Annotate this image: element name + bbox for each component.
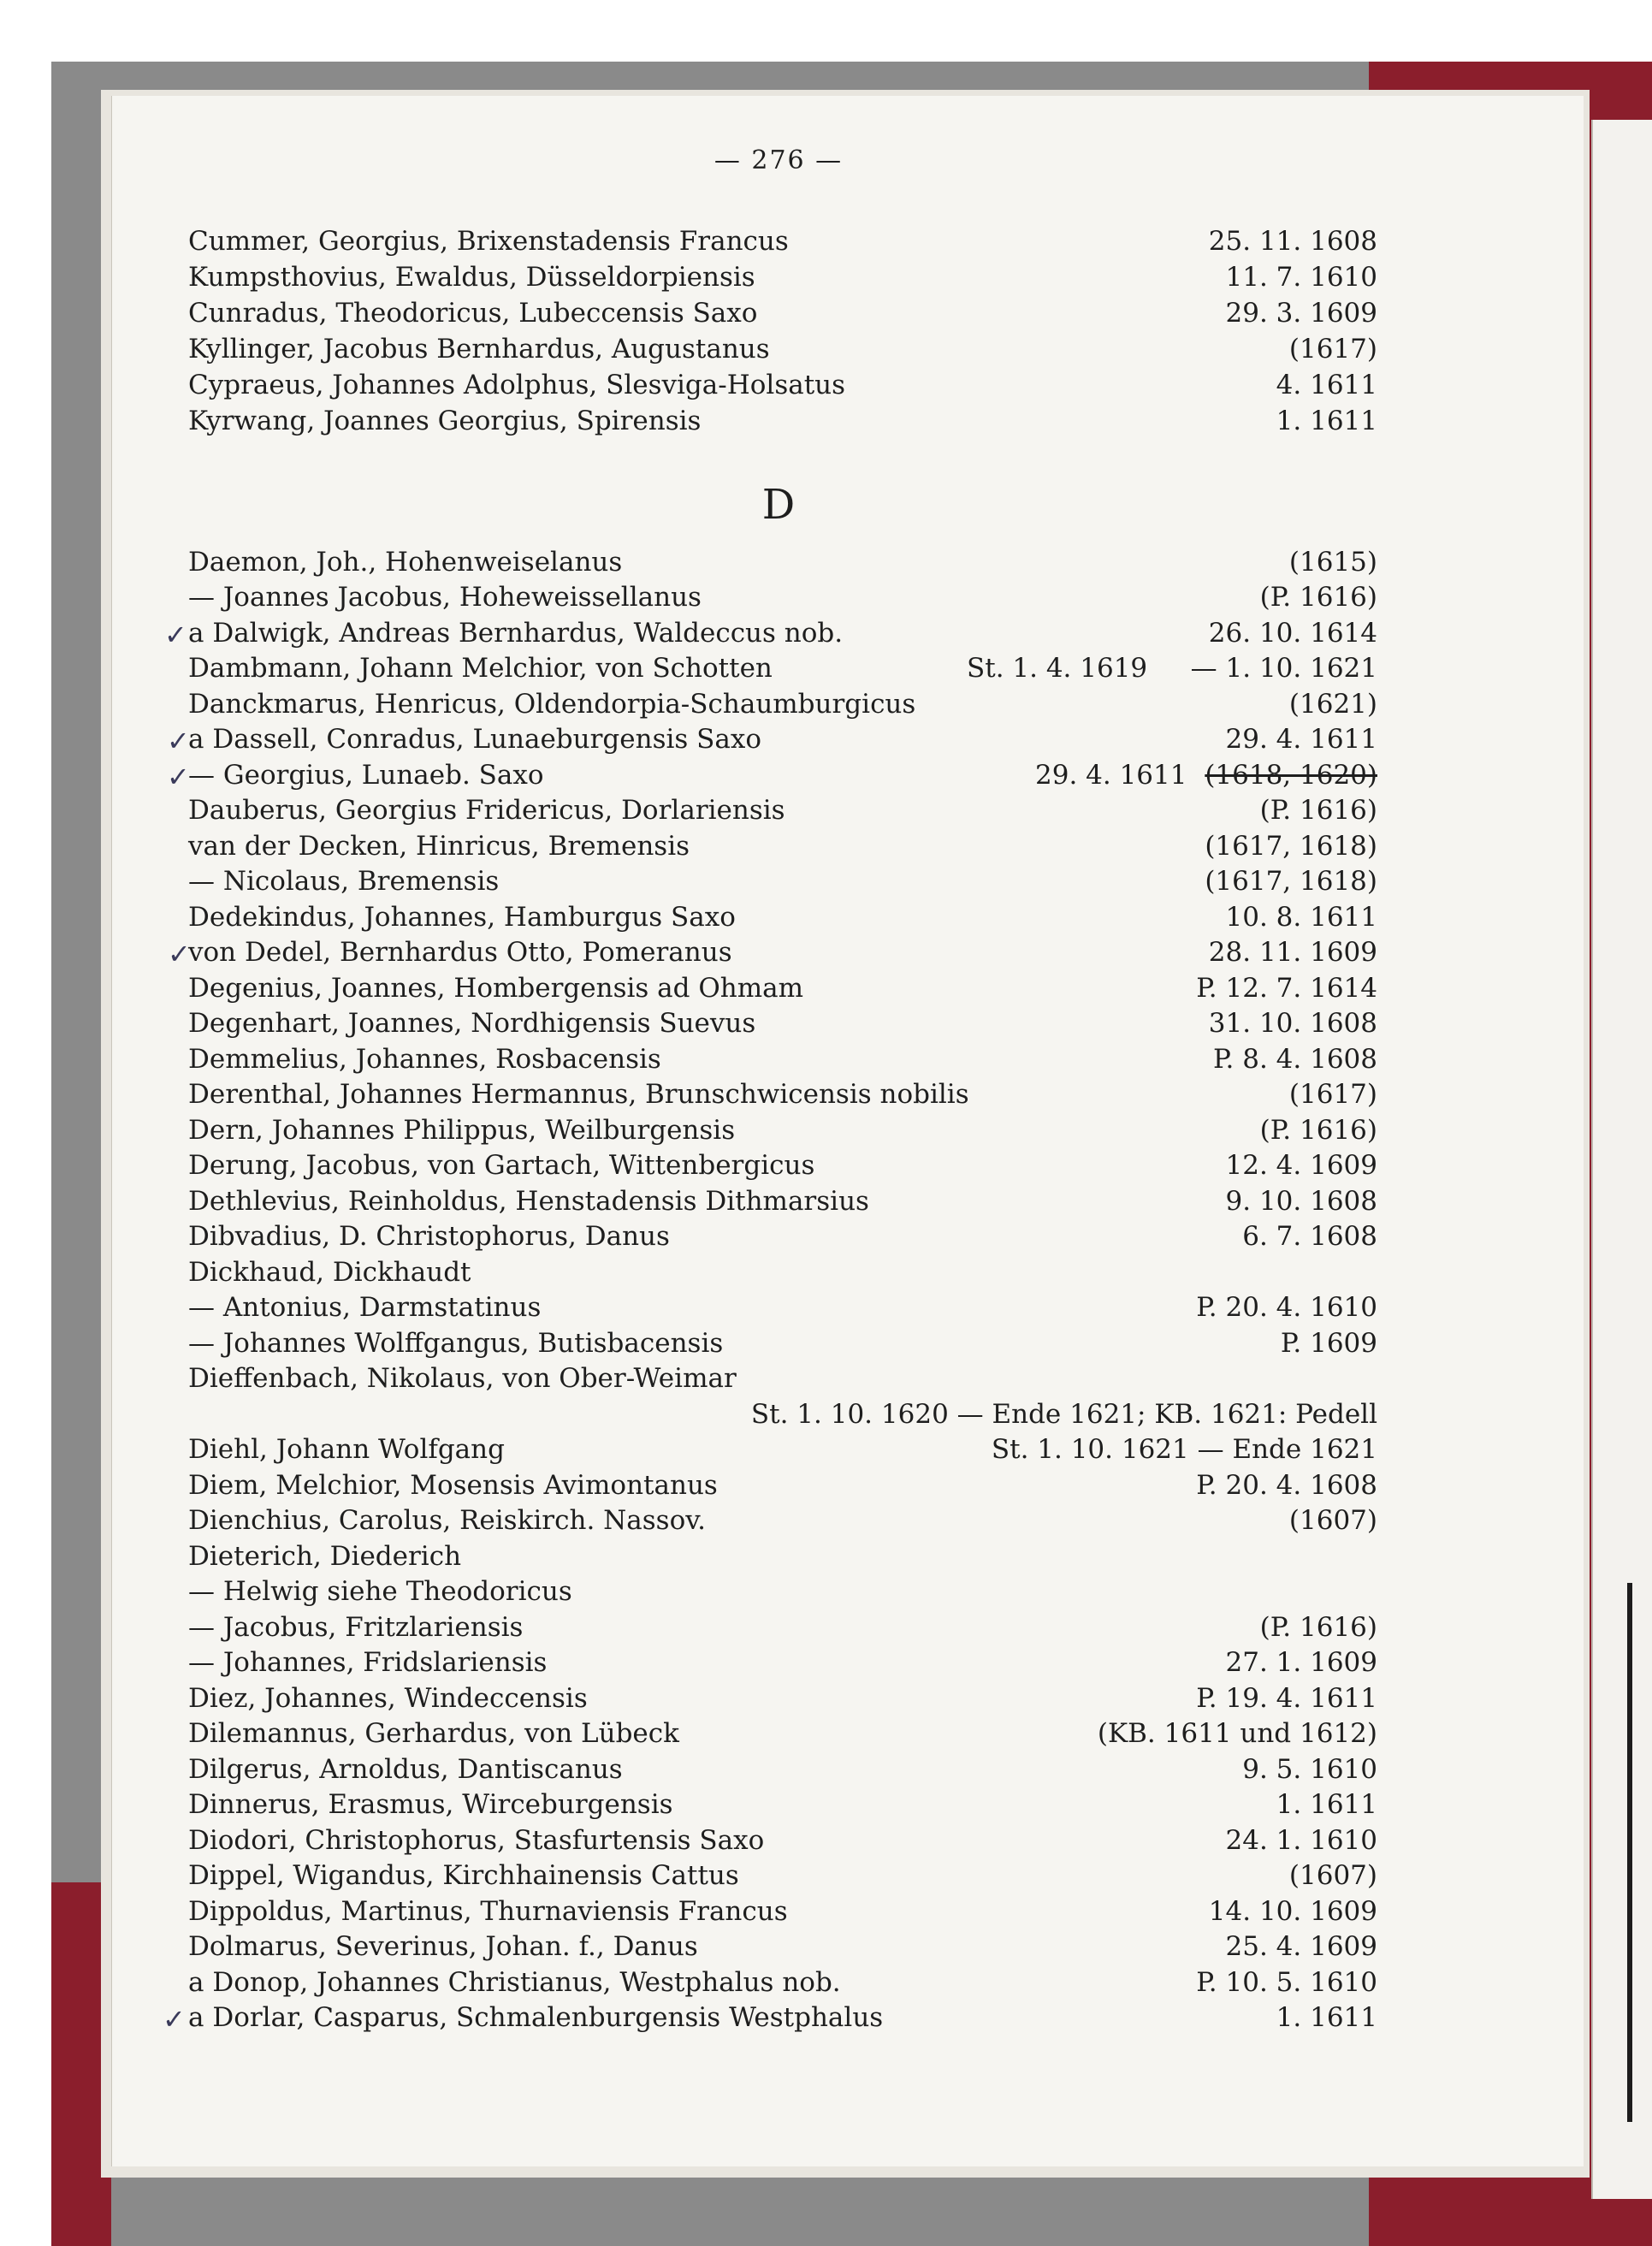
- entry-row: [188, 1858, 1386, 1893]
- entry-row: [188, 296, 1386, 331]
- entry-name: Demmelius, Johannes, Rosbacensis: [188, 1044, 661, 1075]
- entry-date: 26. 10. 1614: [1208, 618, 1377, 649]
- entry-date: P. 1609: [1280, 1328, 1377, 1359]
- entry-date: St. 1. 10. 1620 — Ende 1621; KB. 1621: Pedell: [750, 1399, 1377, 1430]
- entry-name: Diem, Melchior, Mosensis Avimontanus: [188, 1470, 718, 1501]
- entry-extra: 29. 4. 1611: [1035, 760, 1187, 791]
- entry-date: (1607): [1288, 1860, 1377, 1891]
- entry-row: [188, 687, 1386, 722]
- entry-date: 29. 3. 1609: [1225, 298, 1377, 329]
- entry-date: (1617): [1288, 334, 1377, 364]
- entry-name: Dilemannus, Gerhardus, von Lübeck: [188, 1718, 679, 1749]
- entry-row: [188, 1077, 1386, 1112]
- entry-date: (1615): [1288, 547, 1377, 578]
- entry-name: Dickhaud, Dickhaudt: [188, 1257, 471, 1288]
- entry-name: Dedekindus, Johannes, Hamburgus Saxo: [188, 902, 736, 933]
- entry-name: Diodori, Christophorus, Stasfurtensis Saxo: [188, 1825, 765, 1856]
- entry-date: 27. 1. 1609: [1225, 1647, 1377, 1678]
- entry-name: von Dedel, Bernhardus Otto, Pomeranus: [188, 937, 732, 968]
- entry-name: Dieterich, Diederich: [188, 1541, 462, 1572]
- entry-name: Dolmarus, Severinus, Johan. f., Danus: [188, 1931, 698, 1962]
- entry-date: 10. 8. 1611: [1225, 902, 1377, 933]
- entry-name: Dauberus, Georgius Fridericus, Dorlariensis: [188, 795, 785, 826]
- entry-name: Cummer, Georgius, Brixenstadensis Francus: [188, 226, 789, 257]
- entry-row: [188, 1326, 1386, 1361]
- entry-name: a Dorlar, Casparus, Schmalenburgensis Westphalus: [188, 2002, 884, 2033]
- page-number: — 276 —: [713, 145, 844, 175]
- entry-name: van der Decken, Hinricus, Bremensis: [188, 831, 690, 862]
- entry-row: [188, 1397, 1386, 1432]
- entry-row: [188, 1148, 1386, 1183]
- entry-row: [188, 1823, 1386, 1858]
- handwritten-check-mark: ✓: [167, 725, 190, 757]
- entry-name: Dibvadius, D. Christophorus, Danus: [188, 1221, 670, 1252]
- entry-name: a Donop, Johannes Christianus, Westphalus nob.: [188, 1967, 841, 1998]
- entry-row: [188, 332, 1386, 367]
- entry-row: [188, 1361, 1386, 1396]
- entry-row: [188, 224, 1386, 259]
- entry-date: — 1. 10. 1621: [1190, 653, 1377, 684]
- entry-extra: St. 1. 4. 1619: [967, 653, 1148, 684]
- entry-date: 9. 5. 1610: [1242, 1754, 1377, 1785]
- entry-row: [188, 651, 1386, 686]
- entry-name: Diehl, Johann Wolfgang: [188, 1434, 505, 1465]
- entry-date: (1617): [1288, 1079, 1377, 1110]
- entry-name: — Johannes Wolffgangus, Butisbacensis: [188, 1328, 724, 1359]
- entry-date: (P. 1616): [1259, 582, 1377, 613]
- entry-row: [188, 1574, 1386, 1609]
- entry-row: [188, 1645, 1386, 1680]
- entry-row: [188, 616, 1386, 651]
- entry-name: Dippoldus, Martinus, Thurnaviensis Francus: [188, 1896, 788, 1927]
- entry-name: — Antonius, Darmstatinus: [188, 1292, 542, 1323]
- entry-row: [188, 404, 1386, 439]
- entry-row: [188, 545, 1386, 580]
- entry-name: Cunradus, Theodoricus, Lubeccensis Saxo: [188, 298, 758, 329]
- entry-row: [188, 1219, 1386, 1254]
- entry-name: — Jacobus, Fritzlariensis: [188, 1612, 524, 1643]
- entry-date: (1617, 1618): [1205, 831, 1377, 862]
- entry-date: (KB. 1611 und 1612): [1097, 1718, 1377, 1749]
- entry-name: — Georgius, Lunaeb. Saxo: [188, 760, 544, 791]
- entry-row: [188, 1184, 1386, 1219]
- entry-name: — Helwig siehe Theodoricus: [188, 1576, 572, 1607]
- entry-row: [188, 722, 1386, 757]
- entry-row: [188, 1610, 1386, 1645]
- entry-date: 11. 7. 1610: [1225, 262, 1377, 293]
- entry-name: — Nicolaus, Bremensis: [188, 866, 500, 897]
- entry-name: — Johannes, Fridslariensis: [188, 1647, 548, 1678]
- entry-name: Dern, Johannes Philippus, Weilburgensis: [188, 1115, 736, 1146]
- entry-row: [188, 1255, 1386, 1290]
- entry-date: 4. 1611: [1276, 370, 1377, 400]
- entry-row: [188, 935, 1386, 970]
- entry-name: — Joannes Jacobus, Hoheweissellanus: [188, 582, 702, 613]
- entry-name: Danckmarus, Henricus, Oldendorpia-Schaumburgicus: [188, 689, 916, 720]
- entry-row: [188, 1290, 1386, 1325]
- entry-name: a Dalwigk, Andreas Bernhardus, Waldeccus nob.: [188, 618, 844, 649]
- entry-date: 25. 11. 1608: [1208, 226, 1377, 257]
- entry-name: Dienchius, Carolus, Reiskirch. Nassov.: [188, 1505, 706, 1536]
- entry-row: [188, 829, 1386, 864]
- entry-row: [188, 1113, 1386, 1148]
- entry-row: [188, 971, 1386, 1006]
- entry-row: [188, 1965, 1386, 2000]
- entry-name: Dilgerus, Arnoldus, Dantiscanus: [188, 1754, 623, 1785]
- entry-date: (1621): [1288, 689, 1377, 720]
- entry-name: Dinnerus, Erasmus, Wirceburgensis: [188, 1789, 673, 1820]
- handwritten-check-mark: ✓: [163, 2003, 186, 2036]
- entry-name: Dambmann, Johann Melchior, von Schotten: [188, 653, 773, 684]
- entry-date: (P. 1616): [1259, 1115, 1377, 1146]
- entry-row: [188, 1468, 1386, 1503]
- section-heading: D: [761, 481, 796, 529]
- entry-row: [188, 758, 1386, 793]
- entry-name: Kumpsthovius, Ewaldus, Düsseldorpiensis: [188, 262, 755, 293]
- handwritten-check-mark: ✓: [168, 938, 191, 970]
- entry-name: Dieffenbach, Nikolaus, von Ober-Weimar: [188, 1363, 737, 1394]
- entry-row: [188, 900, 1386, 935]
- entry-row: [188, 1752, 1386, 1787]
- entry-date: P. 20. 4. 1610: [1196, 1292, 1377, 1323]
- entry-name: Kyllinger, Jacobus Bernhardus, Augustanus: [188, 334, 770, 364]
- entry-row: [188, 1042, 1386, 1077]
- entry-date: P. 19. 4. 1611: [1196, 1683, 1377, 1714]
- entry-name: Cypraeus, Johannes Adolphus, Slesviga-Holsatus: [188, 370, 846, 400]
- entry-row: [188, 1432, 1386, 1467]
- handwritten-check-mark: ✓: [167, 761, 190, 793]
- entry-date: (1607): [1288, 1505, 1377, 1536]
- entry-date: 6. 7. 1608: [1242, 1221, 1377, 1252]
- entry-row: [188, 368, 1386, 403]
- entry-date: P. 12. 7. 1614: [1196, 973, 1377, 1004]
- entry-row: [188, 793, 1386, 828]
- entry-date: St. 1. 10. 1621 — Ende 1621: [991, 1434, 1377, 1465]
- entry-row: [188, 864, 1386, 899]
- entry-row: [188, 1539, 1386, 1574]
- entry-date: 14. 10. 1609: [1208, 1896, 1377, 1927]
- entry-date: P. 20. 4. 1608: [1196, 1470, 1377, 1501]
- entry-row: [188, 260, 1386, 295]
- entry-date: 29. 4. 1611: [1225, 724, 1377, 755]
- entry-date: (P. 1616): [1259, 795, 1377, 826]
- entry-row: [188, 2000, 1386, 2036]
- entry-date: (1617, 1618): [1205, 866, 1377, 897]
- entry-date: 24. 1. 1610: [1225, 1825, 1377, 1856]
- entry-date: 9. 10. 1608: [1225, 1186, 1377, 1217]
- entry-row: [188, 1503, 1386, 1538]
- entry-row: [188, 1681, 1386, 1716]
- entry-name: Diez, Johannes, Windeccensis: [188, 1683, 588, 1714]
- entry-date: 31. 10. 1608: [1208, 1008, 1377, 1039]
- entry-date: (P. 1616): [1259, 1612, 1377, 1643]
- entry-date: 12. 4. 1609: [1225, 1150, 1377, 1181]
- entry-row: [188, 1006, 1386, 1041]
- entry-date: P. 10. 5. 1610: [1196, 1967, 1377, 1998]
- entry-row: [188, 1929, 1386, 1965]
- entry-date: 1. 1611: [1276, 1789, 1377, 1820]
- entry-name: Daemon, Joh., Hohenweiselanus: [188, 547, 623, 578]
- entry-date-struck: (1618, 1620): [1205, 760, 1377, 791]
- entry-date: 28. 11. 1609: [1208, 937, 1377, 968]
- entry-name: Degenhart, Joannes, Nordhigensis Suevus: [188, 1008, 756, 1039]
- entry-row: [188, 1716, 1386, 1751]
- entry-name: Degenius, Joannes, Hombergensis ad Ohmam: [188, 973, 803, 1004]
- entry-row: [188, 1894, 1386, 1929]
- entry-name: Derenthal, Johannes Hermannus, Brunschwicensis nobilis: [188, 1079, 969, 1110]
- entry-date: 1. 1611: [1276, 406, 1377, 436]
- entry-date: 1. 1611: [1276, 2002, 1377, 2033]
- entry-row: [188, 580, 1386, 615]
- entry-name: Dethlevius, Reinholdus, Henstadensis Dithmarsius: [188, 1186, 869, 1217]
- entry-name: Kyrwang, Joannes Georgius, Spirensis: [188, 406, 702, 436]
- entry-date: 25. 4. 1609: [1225, 1931, 1377, 1962]
- handwritten-check-mark: ✓: [164, 619, 187, 651]
- entry-name: Dippel, Wigandus, Kirchhainensis Cattus: [188, 1860, 739, 1891]
- entry-date: P. 8. 4. 1608: [1212, 1044, 1377, 1075]
- entry-name: Derung, Jacobus, von Gartach, Wittenbergicus: [188, 1150, 815, 1181]
- entry-row: [188, 1787, 1386, 1822]
- entry-name: a Dassell, Conradus, Lunaeburgensis Saxo: [188, 724, 762, 755]
